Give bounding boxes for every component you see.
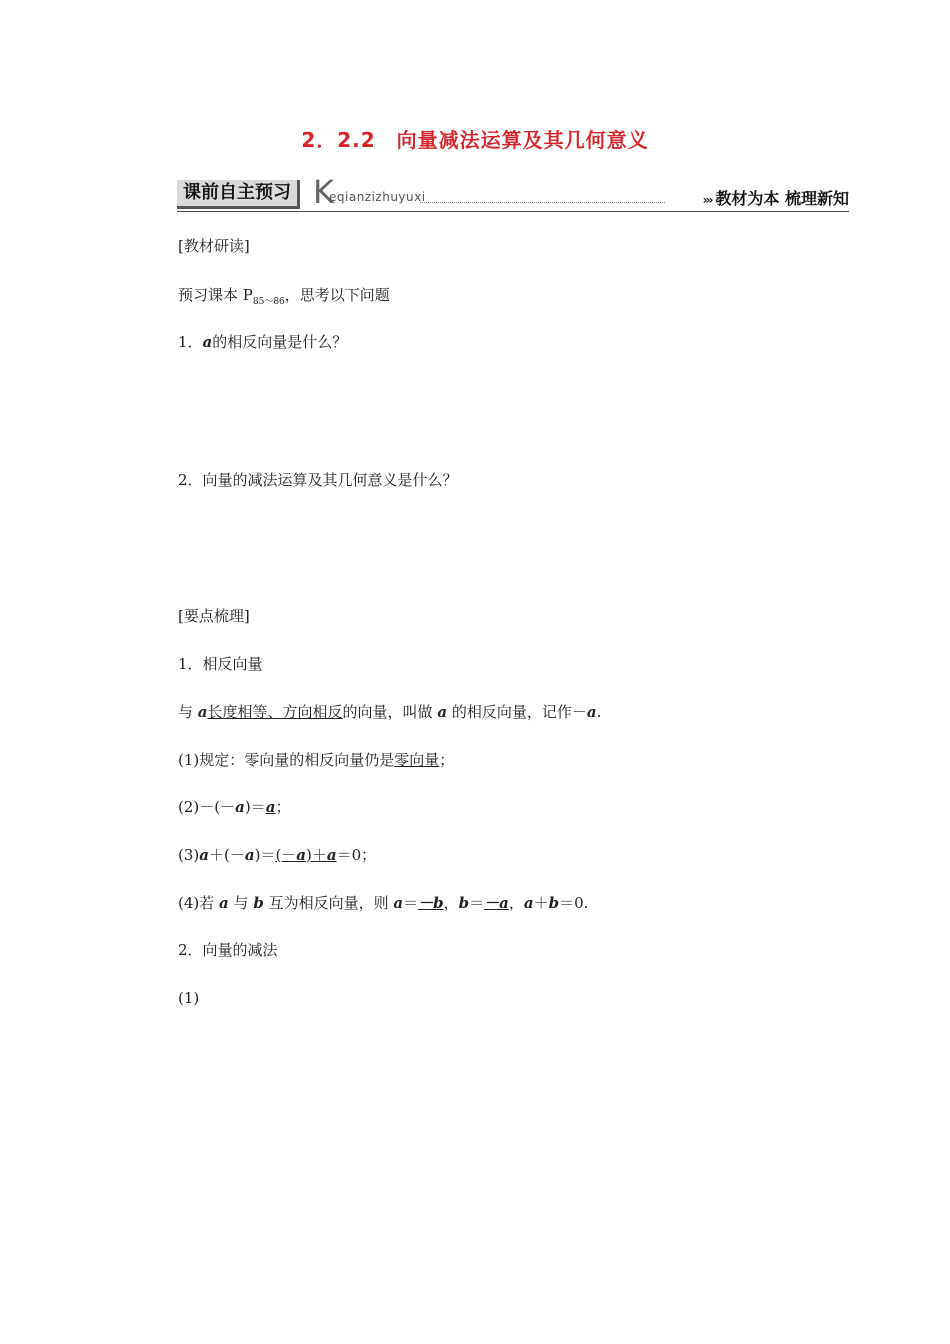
question-1-text: 的相反向量是什么？ [212,333,348,351]
subsection-1: (1) [178,989,200,1007]
rule-1-end: ； [439,751,455,769]
rule-4-answer-1: －b [418,894,444,912]
banner-k-letter: K [313,173,334,211]
rule-4-and: 与 [228,894,254,912]
preview-tail: ，思考以下问题 [284,286,390,304]
rule-3-end: ＝0； [336,846,377,864]
vector-a: a [393,894,404,912]
chevron-right-icon: ››› [702,193,712,207]
rule-4-text: 互为相反向量，则 [263,894,394,912]
banner-box-label: 课前自主预习 [177,180,300,209]
section-heading-read: [教材研读] [178,237,250,255]
vector-a: a [235,798,245,816]
rule-4-sep: ， [443,894,459,912]
rule-3-pre: (3) [178,846,200,864]
banner-underline [177,211,849,212]
def-end: . [596,703,602,721]
vector-a: a [197,703,208,721]
vector-a: a [244,846,255,864]
rule-2-end: ； [275,798,291,816]
rule-4-sep: ， [508,894,524,912]
question-1-number: 1． [178,333,203,351]
vector-a: a [586,703,597,721]
rule-4-end: ＝0. [559,894,589,912]
vector-a: a [199,846,209,864]
rule-3-eq: )＝ [254,846,276,864]
rule-3-answer [275,846,336,864]
banner-right-text: 教材为本 梳理新知 [715,189,849,208]
def-answer-blank: 长度相等、方向相反 [207,703,343,721]
rule-4-eq: ＝ [403,894,419,912]
section-heading-points: [要点梳理] [178,607,250,625]
rule-3-answer-part: (－ [275,846,297,864]
def-text-2: 的向量，叫做 [342,703,438,721]
heading-opposite-vector: 1．相反向量 [178,655,263,673]
section-banner [177,173,849,212]
vector-a: a [523,894,534,912]
rule-2 [178,797,290,817]
rule-4 [178,893,588,913]
banner-subtitle: eqianzizhuyuxi [329,190,426,204]
banner-right-label [703,186,849,209]
question-1 [178,332,347,352]
rule-2-answer: a [265,798,276,816]
rule-3 [178,845,376,865]
rule-3-plus: ＋(－ [208,846,245,864]
heading-vector-subtraction: 2．向量的减法 [178,941,278,959]
page-title: 2．2.2 向量减法运算及其几何意义 [301,128,649,152]
rule-4-answer-2: －a [484,894,509,912]
banner-dotted-line [420,202,665,203]
vector-a: a [326,846,337,864]
question-2: 2．向量的减法运算及其几何意义是什么？ [178,471,458,489]
vector-a: a [219,894,229,912]
vector-b: b [253,894,264,912]
vector-b: b [548,894,560,912]
vector-a: a [202,333,213,351]
preview-pages: 85～86 [252,297,285,307]
rule-1 [178,750,454,770]
rule-4-plus: ＋ [533,894,549,912]
def-text-1: 与 [178,703,198,721]
rule-2-pre: (2)－(－ [178,798,236,816]
rule-3-answer-part: )＋ [306,846,327,864]
definition-opposite-vector [178,702,601,722]
rule-4-pre: (4)若 [178,894,220,912]
rule-2-mid: )＝ [244,798,266,816]
rule-4-eq: ＝ [469,894,485,912]
vector-a: a [437,703,448,721]
rule-1-text: (1)规定：零向量的相反向量仍是 [178,751,395,769]
rule-1-answer: 零向量 [394,751,440,769]
preview-instruction [178,285,390,312]
vector-a: a [296,846,307,864]
def-text-3: 的相反向量，记作－ [447,703,587,721]
vector-b: b [458,894,470,912]
preview-text: 预习课本 P [178,286,253,304]
